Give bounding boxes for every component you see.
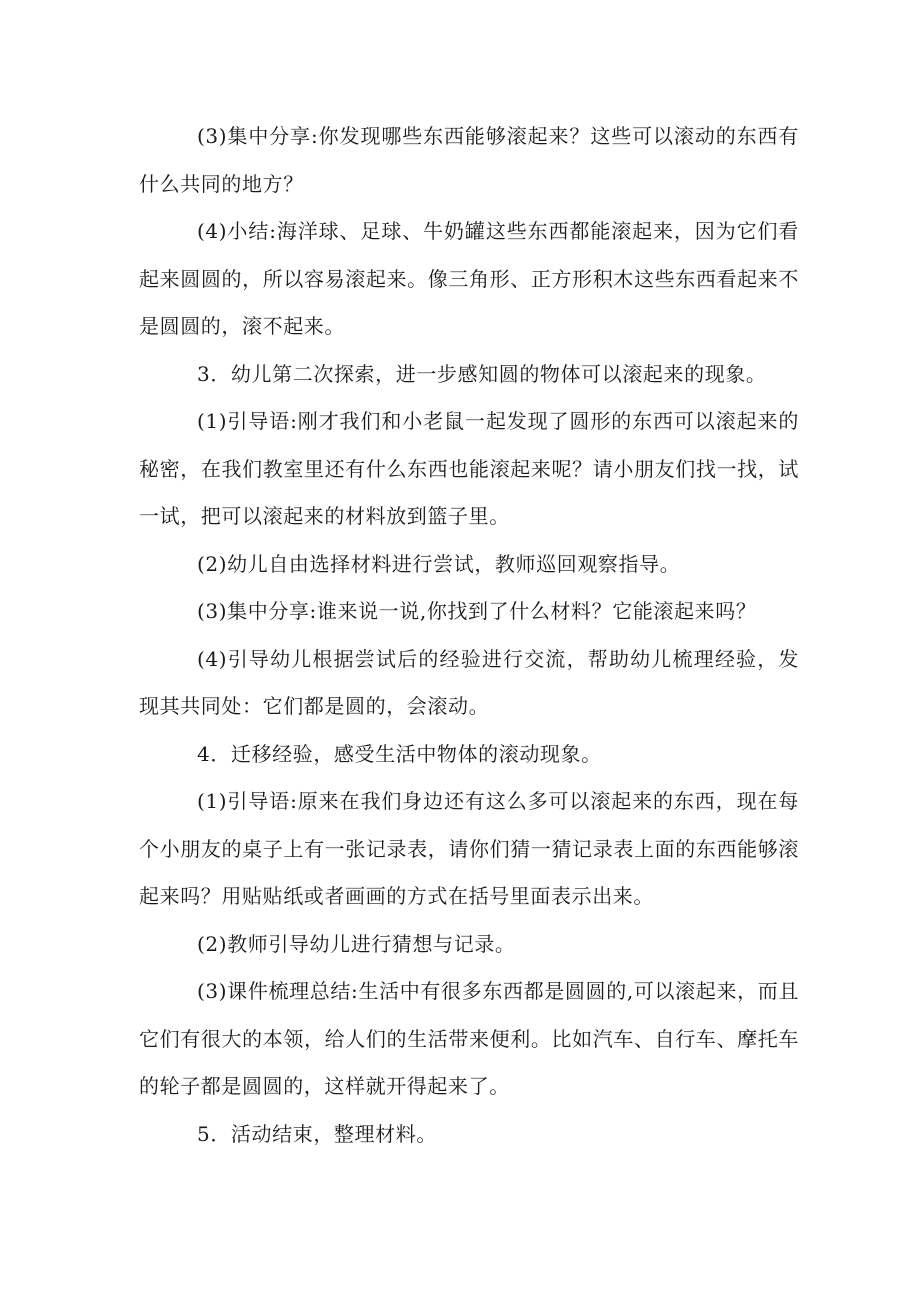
paragraph-guide-record-sheet: (1)引导语:原来在我们身边还有这么多可以滚起来的东西，现在每个小朋友的桌子上有一张记录表，请你们猜一猜记录表上面的东西能够滚起来吗？用贴贴纸或者画画的方式在括号里面表示出来。 bbox=[139, 789, 799, 908]
paragraph-step-4-heading: 4．迁移经验，感受生活中物体的滚动现象。 bbox=[197, 741, 602, 766]
paragraph-step-3-heading: 3．幼儿第二次探索，进一步感知圆的物体可以滚起来的现象。 bbox=[197, 361, 767, 386]
paragraph-courseware-summary: (3)课件梳理总结:生活中有很多东西都是圆圆的,可以滚起来，而且它们有很大的本领，给人们的生活带来便利。比如汽车、自行车、摩托车的轮子都是圆圆的，这样就开得起来了。 bbox=[139, 979, 799, 1098]
paragraph-summary-round-objects: (4)小结:海洋球、足球、牛奶罐这些东西都能滚起来，因为它们看起来圆圆的，所以容易滚起来。像三角形、正方形积木这些东西看起来不是圆圆的，滚不起来。 bbox=[139, 219, 799, 338]
paragraph-guide-classroom-search: (1)引导语:刚才我们和小老鼠一起发现了圆形的东西可以滚起来的秘密，在我们教室里还有什么东西也能滚起来呢？请小朋友们找一找，试一试，把可以滚起来的材料放到篮子里。 bbox=[139, 409, 799, 528]
paragraph-free-exploration: (2)幼儿自由选择材料进行尝试，教师巡回观察指导。 bbox=[197, 551, 681, 576]
paragraph-exchange-experience: (4)引导幼儿根据尝试后的经验进行交流，帮助幼儿梳理经验，发现其共同处：它们都是圆的，会滚动。 bbox=[139, 646, 799, 718]
paragraph-guess-and-record: (2)教师引导幼儿进行猜想与记录。 bbox=[197, 931, 516, 956]
paragraph-step-5-heading: 5．活动结束，整理材料。 bbox=[197, 1121, 437, 1146]
document-body bbox=[139, 113, 799, 1158]
paragraph-share-rolling-objects: (3)集中分享:你发现哪些东西能够滚起来？这些可以滚动的东西有什么共同的地方？ bbox=[139, 124, 799, 196]
paragraph-share-materials: (3)集中分享:谁来说一说,你找到了什么材料？它能滚起来吗？ bbox=[197, 599, 757, 623]
